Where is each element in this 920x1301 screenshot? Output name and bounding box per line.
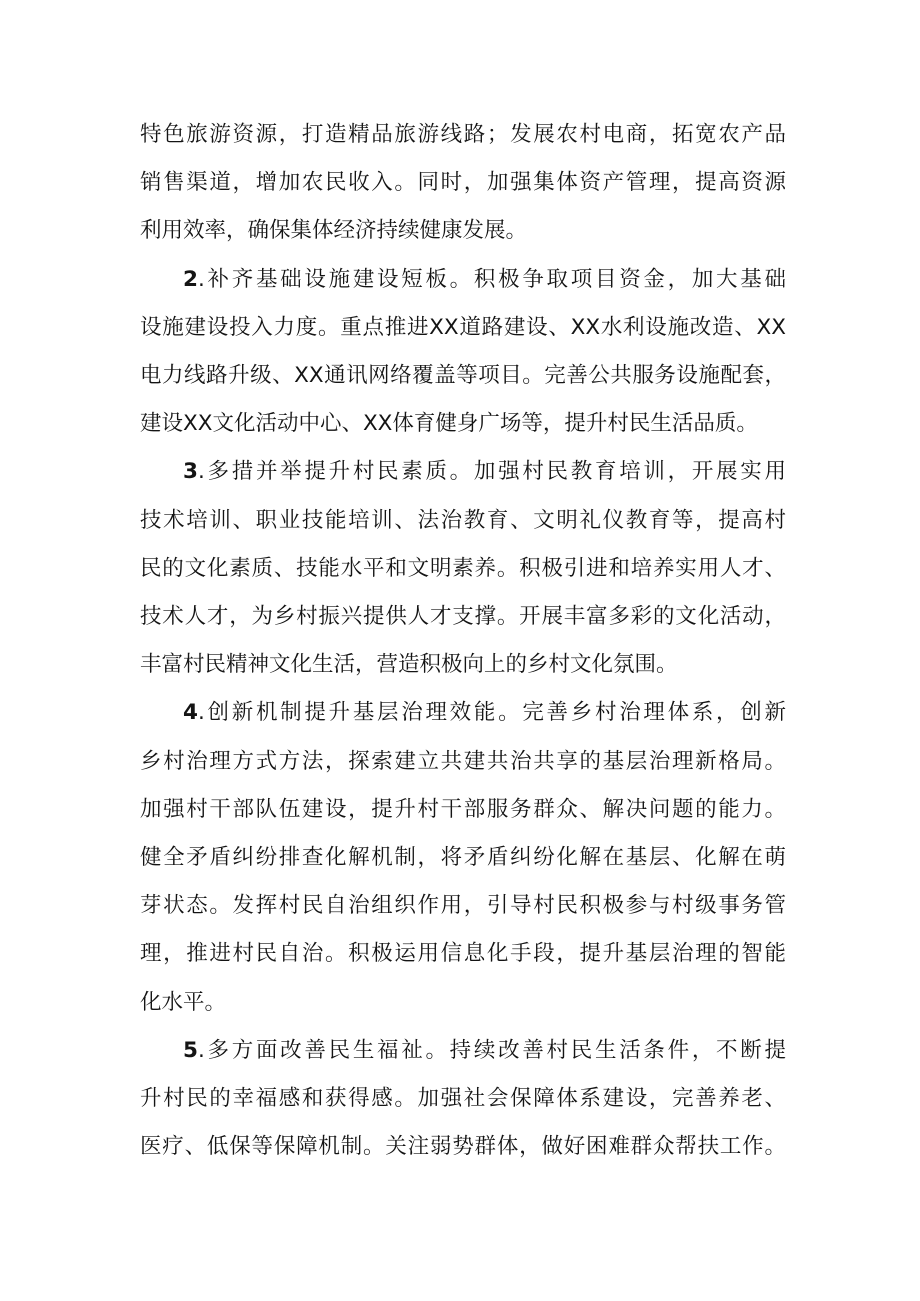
item-number: 4 xyxy=(183,700,198,726)
paragraph-item-2 xyxy=(140,256,786,449)
text-line: 健全矛盾纠纷排查化解机制，将矛盾纠纷化解在基层、化解在萌 xyxy=(140,845,786,871)
text-line-first xyxy=(140,448,786,496)
paragraph-item-5 xyxy=(140,1027,786,1172)
item-heading-text: .创新机制提升基层治理效能。完善乡村治理体系，创新 xyxy=(197,700,786,726)
document-body xyxy=(140,111,786,1171)
text-line: 建设XX文化活动中心、XX体育健身广场等，提升村民生活品质。 xyxy=(140,411,758,437)
paragraph-item-3 xyxy=(140,448,786,689)
text-line: 理，推进村民自治。积极运用信息化手段，提升基层治理的智能 xyxy=(140,941,786,967)
item-number: 2 xyxy=(183,266,198,292)
text-line: 技术培训、职业技能培训、法治教育、文明礼仪教育等，提高村 xyxy=(140,507,786,533)
text-line-first xyxy=(140,689,786,737)
text-line: 销售渠道，增加农民收入。同时，加强集体资产管理，提高资源 xyxy=(140,170,786,196)
text-line: 民的文化素质、技能水平和文明素养。积极引进和培养实用人才、 xyxy=(140,555,786,581)
text-line-first xyxy=(140,1027,786,1075)
item-number: 3 xyxy=(183,459,198,485)
text-line: 特色旅游资源，打造精品旅游线路；发展农村电商，拓宽农产品 xyxy=(140,122,786,147)
text-line: 设施建设投入力度。重点推进XX道路建设、XX水利设施改造、XX xyxy=(140,314,786,340)
paragraph-intro xyxy=(140,111,786,256)
text-line: 升村民的幸福感和获得感。加强社会保障体系建设，完善养老、 xyxy=(140,1086,786,1112)
text-line: 技术人才，为乡村振兴提供人才支撑。开展丰富多彩的文化活动， xyxy=(140,604,786,630)
text-line: 乡村治理方式方法，探索建立共建共治共享的基层治理新格局。 xyxy=(140,748,786,774)
item-number: 5 xyxy=(183,1037,198,1063)
text-line: 化水平。 xyxy=(140,989,227,1015)
item-heading-text: .多方面改善民生福祉。持续改善村民生活条件，不断提 xyxy=(197,1037,786,1063)
text-line: 芽状态。发挥村民自治组织作用，引导村民积极参与村级事务管 xyxy=(140,893,786,919)
text-line: 医疗、低保等保障机制。关注弱势群体，做好困难群众帮扶工作。 xyxy=(140,1134,786,1160)
text-line: 利用效率，确保集体经济持续健康发展。 xyxy=(140,218,528,244)
text-line: 加强村干部队伍建设，提升村干部服务群众、解决问题的能力。 xyxy=(140,796,786,822)
item-heading-text: .补齐基础设施建设短板。积极争取项目资金，加大基础 xyxy=(197,266,786,292)
text-line: 电力线路升级、XX通讯网络覆盖等项目。完善公共服务设施配套， xyxy=(140,363,786,389)
text-line-first xyxy=(140,256,786,304)
item-heading-text: .多措并举提升村民素质。加强村民教育培训，开展实用 xyxy=(197,459,786,485)
text-line: 丰富村民精神文化生活，营造积极向上的乡村文化氛围。 xyxy=(140,652,678,678)
paragraph-item-4 xyxy=(140,689,786,1026)
